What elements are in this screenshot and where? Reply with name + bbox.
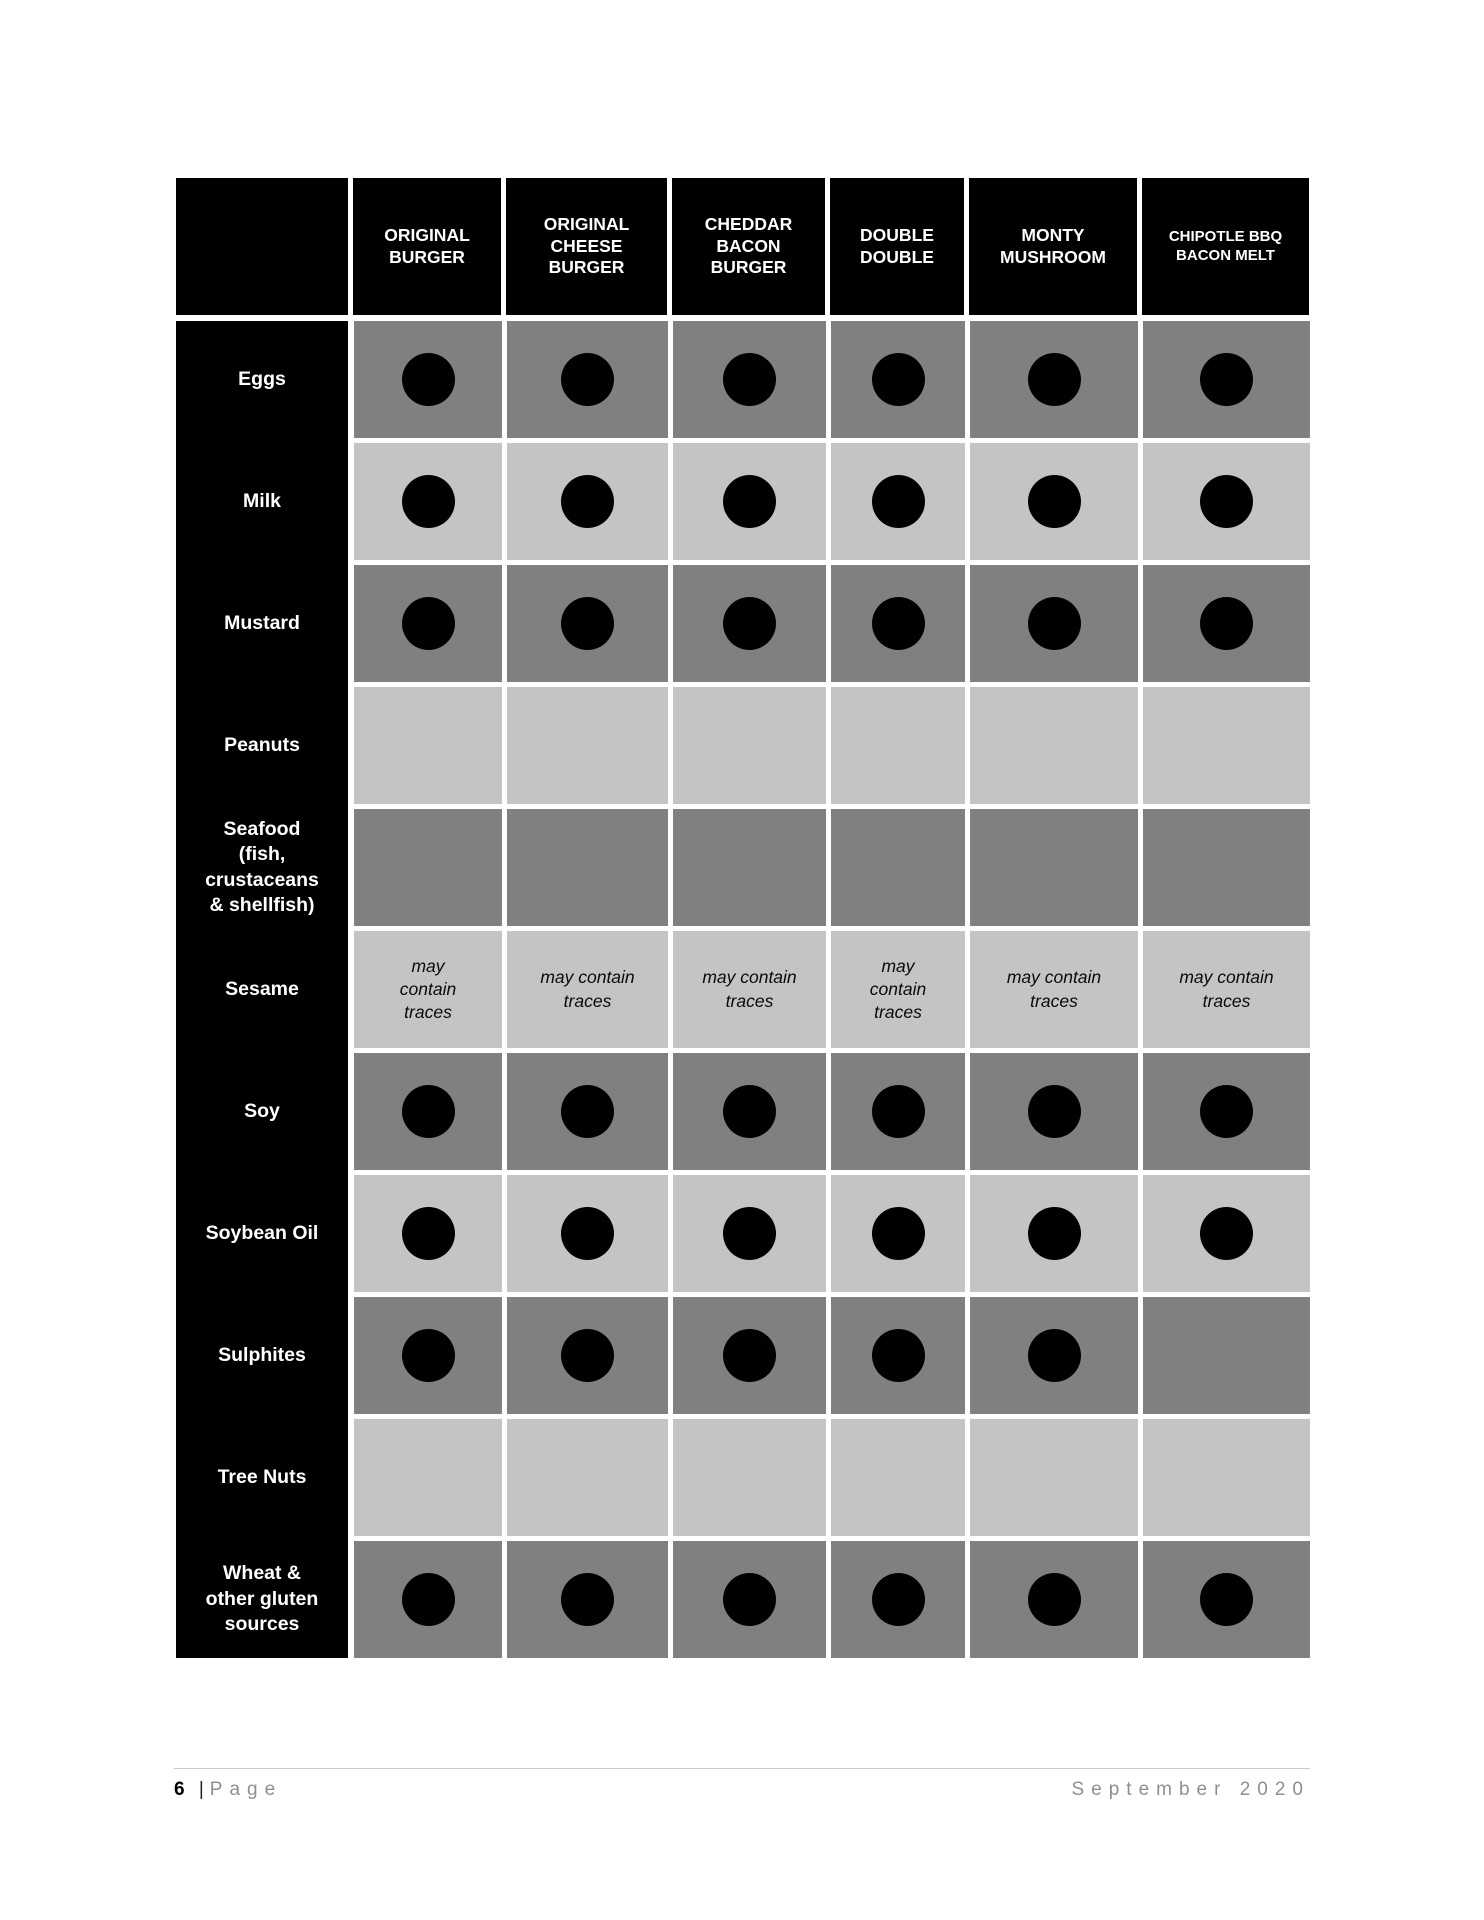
allergen-cell	[1143, 1053, 1310, 1170]
allergen-dot	[561, 475, 614, 528]
page-footer	[174, 1768, 1310, 1801]
page-word: Page	[209, 1779, 283, 1800]
allergen-dot	[561, 1085, 614, 1138]
allergen-cell	[673, 1053, 826, 1170]
allergen-cell	[354, 321, 502, 438]
allergen-dot	[1028, 1085, 1081, 1138]
allergen-dot	[872, 1085, 925, 1138]
page-number: 6	[174, 1779, 187, 1800]
allergen-cell	[354, 565, 502, 682]
allergen-cell	[354, 1053, 502, 1170]
allergen-cell	[831, 1419, 965, 1536]
allergen-cell	[507, 1175, 668, 1292]
row-label-soy: Soy	[244, 1099, 280, 1122]
allergen-dot	[723, 353, 776, 406]
allergen-cell	[831, 1175, 965, 1292]
allergen-dot	[561, 1573, 614, 1626]
column-header-double-double: DOUBLE DOUBLE	[830, 178, 964, 315]
allergen-dot	[872, 597, 925, 650]
allergen-dot	[402, 1085, 455, 1138]
allergen-dot	[872, 1329, 925, 1382]
allergen-dot	[402, 475, 455, 528]
row-label-tree-nuts: Tree Nuts	[217, 1465, 307, 1488]
allergen-cell	[507, 809, 668, 926]
allergen-dot	[402, 1329, 455, 1382]
allergen-cell	[1143, 687, 1310, 804]
allergen-dot	[1028, 353, 1081, 406]
footer-date: September 2020	[1071, 1779, 1310, 1800]
row-label-sesame: Sesame	[225, 977, 299, 1000]
allergen-cell	[970, 565, 1138, 682]
allergen-cell	[507, 687, 668, 804]
allergen-cell	[354, 1419, 502, 1536]
allergen-dot	[1028, 597, 1081, 650]
allergen-dot	[723, 475, 776, 528]
allergen-cell	[507, 321, 668, 438]
allergen-cell	[831, 565, 965, 682]
allergen-dot	[1200, 475, 1253, 528]
traces-note: may contain traces	[1143, 931, 1310, 1048]
traces-note: may contain traces	[673, 931, 826, 1048]
allergen-cell	[1143, 443, 1310, 560]
allergen-cell	[673, 1419, 826, 1536]
allergen-dot	[1028, 475, 1081, 528]
allergen-cell	[970, 809, 1138, 926]
row-label-column	[176, 321, 348, 1658]
allergen-cell	[354, 443, 502, 560]
allergen-cell	[673, 687, 826, 804]
allergen-cell	[970, 321, 1138, 438]
column-header-chipotle-bbq-bacon-melt: CHIPOTLE BBQ BACON MELT	[1142, 178, 1309, 315]
allergen-dot	[1200, 1207, 1253, 1260]
allergen-dot	[1028, 1207, 1081, 1260]
allergen-cell	[1143, 1419, 1310, 1536]
allergen-cell	[970, 1053, 1138, 1170]
allergen-dot	[561, 1329, 614, 1382]
allergen-dot	[723, 1207, 776, 1260]
allergen-dot	[561, 1207, 614, 1260]
allergen-dot	[1200, 353, 1253, 406]
allergen-dot	[1200, 1085, 1253, 1138]
allergen-cell	[354, 1175, 502, 1292]
allergen-cell	[1143, 565, 1310, 682]
row-label-soybean-oil: Soybean Oil	[205, 1221, 319, 1244]
allergen-cell	[831, 1053, 965, 1170]
row-label-sulphites: Sulphites	[218, 1343, 306, 1366]
allergen-cell	[354, 809, 502, 926]
allergen-dot	[561, 597, 614, 650]
row-label-seafood: Seafood (fish, crustaceans & shellfish)	[205, 817, 319, 916]
allergen-dot	[402, 597, 455, 650]
allergen-cell	[354, 687, 502, 804]
allergen-cell	[970, 443, 1138, 560]
allergen-dot	[723, 1329, 776, 1382]
allergen-dot	[872, 1207, 925, 1260]
traces-note: may contain traces	[970, 931, 1138, 1048]
allergen-cell	[354, 1297, 502, 1414]
allergen-cell	[673, 1541, 826, 1658]
corner-cell	[176, 178, 348, 315]
allergen-cell	[673, 443, 826, 560]
allergen-cell	[970, 1297, 1138, 1414]
allergen-dot	[402, 1573, 455, 1626]
allergen-cell	[831, 1297, 965, 1414]
allergen-cell	[507, 1297, 668, 1414]
traces-note: may contain traces	[354, 931, 502, 1048]
allergen-cell	[507, 565, 668, 682]
allergen-cell	[1143, 809, 1310, 926]
allergen-cell	[831, 809, 965, 926]
allergen-dot	[1200, 1573, 1253, 1626]
row-label-wheat-gluten: Wheat & other gluten sources	[205, 1562, 319, 1636]
allergen-cell	[1143, 1541, 1310, 1658]
traces-note: may contain traces	[831, 931, 965, 1048]
allergen-cell	[831, 321, 965, 438]
row-label-milk: Milk	[243, 489, 281, 512]
column-header-cheddar-bacon-burger: CHEDDAR BACON BURGER	[672, 178, 825, 315]
allergen-dot	[872, 1573, 925, 1626]
allergen-cell	[1143, 321, 1310, 438]
row-label-peanuts: Peanuts	[224, 733, 300, 756]
allergen-cell	[673, 1175, 826, 1292]
page-number-label	[174, 1779, 282, 1801]
allergen-cell	[673, 565, 826, 682]
allergen-dot	[1028, 1329, 1081, 1382]
allergen-cell	[1143, 1175, 1310, 1292]
footer-separator: |	[198, 1779, 206, 1800]
allergen-dot	[723, 1573, 776, 1626]
allergen-cell	[970, 1419, 1138, 1536]
allergen-dot	[872, 353, 925, 406]
allergen-dot	[1200, 597, 1253, 650]
traces-note: may contain traces	[507, 931, 668, 1048]
column-header-original-cheese-burger: ORIGINAL CHEESE BURGER	[506, 178, 667, 315]
allergen-dot	[1028, 1573, 1081, 1626]
column-header-monty-mushroom: MONTY MUSHROOM	[969, 178, 1137, 315]
allergen-cell	[970, 687, 1138, 804]
allergen-cell	[831, 443, 965, 560]
allergen-cell	[831, 687, 965, 804]
allergen-cell	[673, 809, 826, 926]
column-header-original-burger: ORIGINAL BURGER	[353, 178, 501, 315]
allergen-cell	[673, 1297, 826, 1414]
allergen-cell	[1143, 1297, 1310, 1414]
allergen-dot	[402, 1207, 455, 1260]
allergen-cell	[831, 1541, 965, 1658]
allergen-grid	[354, 321, 1310, 1658]
allergen-dot	[723, 1085, 776, 1138]
row-label-eggs: Eggs	[238, 367, 286, 390]
allergen-dot	[872, 475, 925, 528]
table-body	[176, 321, 1310, 1658]
allergen-cell	[970, 1541, 1138, 1658]
allergen-cell	[673, 321, 826, 438]
allergen-cell	[507, 1419, 668, 1536]
table-header-row	[176, 178, 1310, 315]
allergen-cell	[507, 1541, 668, 1658]
allergen-dot	[402, 353, 455, 406]
allergen-matrix-table	[176, 178, 1310, 1658]
row-label-mustard: Mustard	[224, 611, 300, 634]
allergen-cell	[507, 1053, 668, 1170]
allergen-dot	[561, 353, 614, 406]
allergen-dot	[723, 597, 776, 650]
allergen-cell	[354, 1541, 502, 1658]
allergen-cell	[507, 443, 668, 560]
allergen-cell	[970, 1175, 1138, 1292]
